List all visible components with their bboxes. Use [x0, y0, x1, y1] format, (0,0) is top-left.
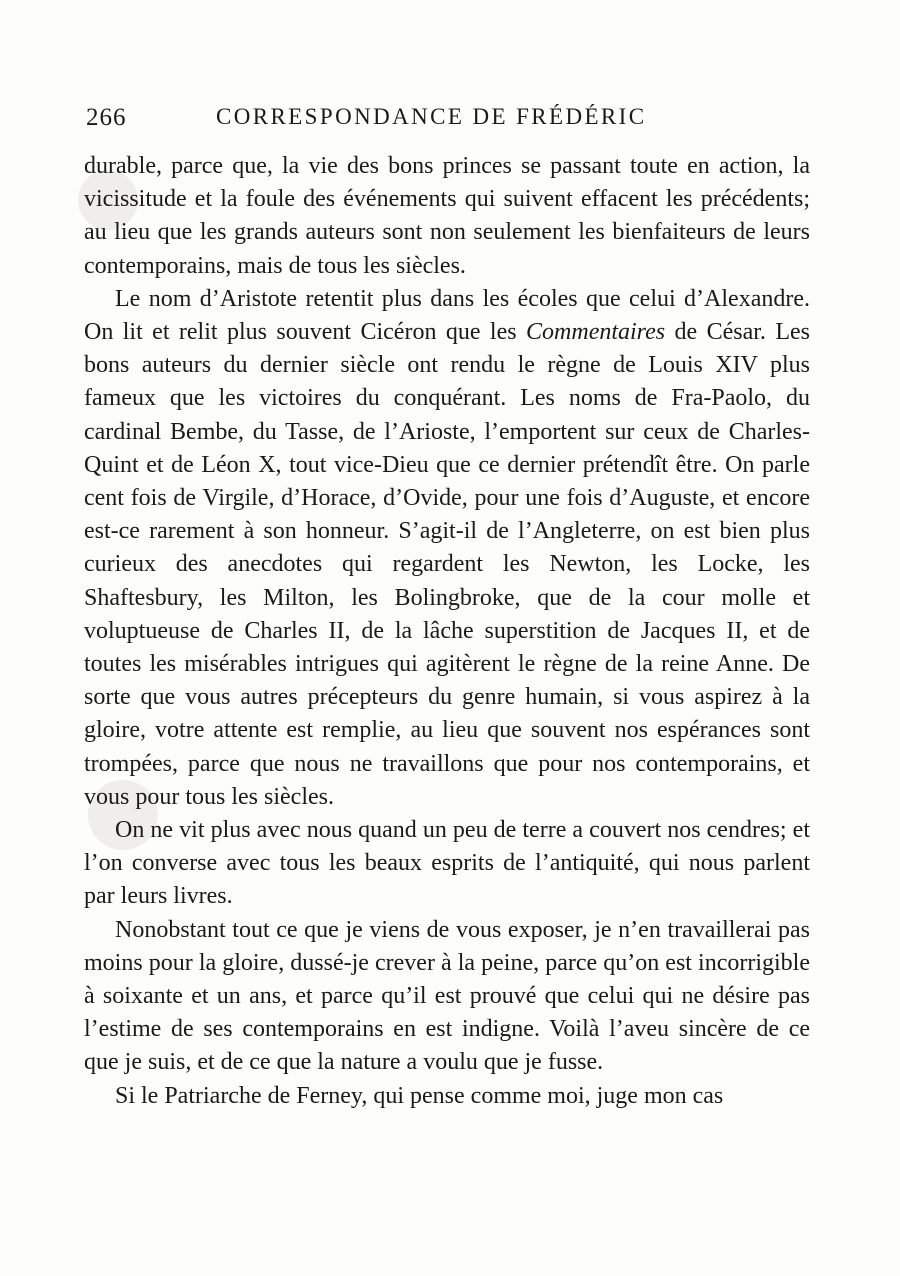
- paragraph: [84, 283, 810, 814]
- paragraph-text: Le nom d’Aristote retentit plus dans les écoles que celui d’Alexandre. On lit et relit plus souvent Cicéron que les: [84, 285, 810, 346]
- body-text: [84, 150, 810, 1113]
- running-head: [86, 104, 810, 140]
- paragraph-text: On ne vit plus avec nous quand un peu de terre a couvert nos cendres; et l’on converse avec tous les beaux esprits de l’antiquité, qui nous parlent par leurs livres.: [84, 817, 810, 910]
- running-title: CORRESPONDANCE DE FRÉDÉRIC: [216, 104, 647, 129]
- paragraph-text: Nonobstant tout ce que je viens de vous exposer, je n’en travaillerai pas moins pour la gloire, dussé-je crever à la peine, parce qu’on est incorrigible à soixante et un ans, et parce qu’il est prouvé que celui qui ne désire pas l’estime de ses contemporains en est indigne. Voilà l’aveu sincère de ce que je suis, et de ce que la nature a voulu que je fusse.: [84, 916, 810, 1076]
- paragraph-text: durable, parce que, la vie des bons princes se passant toute en action, la vicissitude et la foule des événements qui suivent effacent les précédents; au lieu que les grands auteurs sont non seulement les bienfaiteurs de leurs contemporains, mais de tous les siècles.: [84, 153, 810, 279]
- paragraph: [84, 814, 810, 914]
- paragraph: [84, 914, 810, 1080]
- italic-title: Commentaires: [526, 319, 666, 346]
- paragraph-text: Si le Patriarche de Ferney, qui pense comme moi, juge mon cas: [115, 1082, 724, 1109]
- page-number: 266: [86, 104, 127, 131]
- paragraph-text: de César. Les bons auteurs du dernier siècle ont rendu le règne de Louis XIV plus fameux que les victoires du conquérant. Les noms de Fra-Paolo, du cardinal Bembe, du Tasse, de l’Arioste, l’emportent sur ceux de Charles-Quint et de Léon X, tout vice-Dieu que ce dernier prétendît être. On parle cent fois de Virgile, d’Horace, d’Ovide, pour une fois d’Auguste, et encore est-ce rarement à son honneur. S’agit-il de l’Angleterre, on est bien plus curieux des anecdotes qui regardent les Newton, les Locke, les Shaftesbury, les Milton, les Bolingbroke, que de la cour molle et voluptueuse de Charles II, de la lâche superstition de Jacques II, et de toutes les misérables intrigues qui agitèrent le règne de la reine Anne. De sorte que vous autres précepteurs du genre humain, si vous aspirez à la gloire, votre attente est remplie, au lieu que souvent nos espérances sont trompées, parce que nous ne travaillons que pour nos contemporains, et vous pour tous les siècles.: [84, 319, 811, 810]
- paragraph: [84, 1080, 810, 1113]
- paragraph: [84, 150, 810, 283]
